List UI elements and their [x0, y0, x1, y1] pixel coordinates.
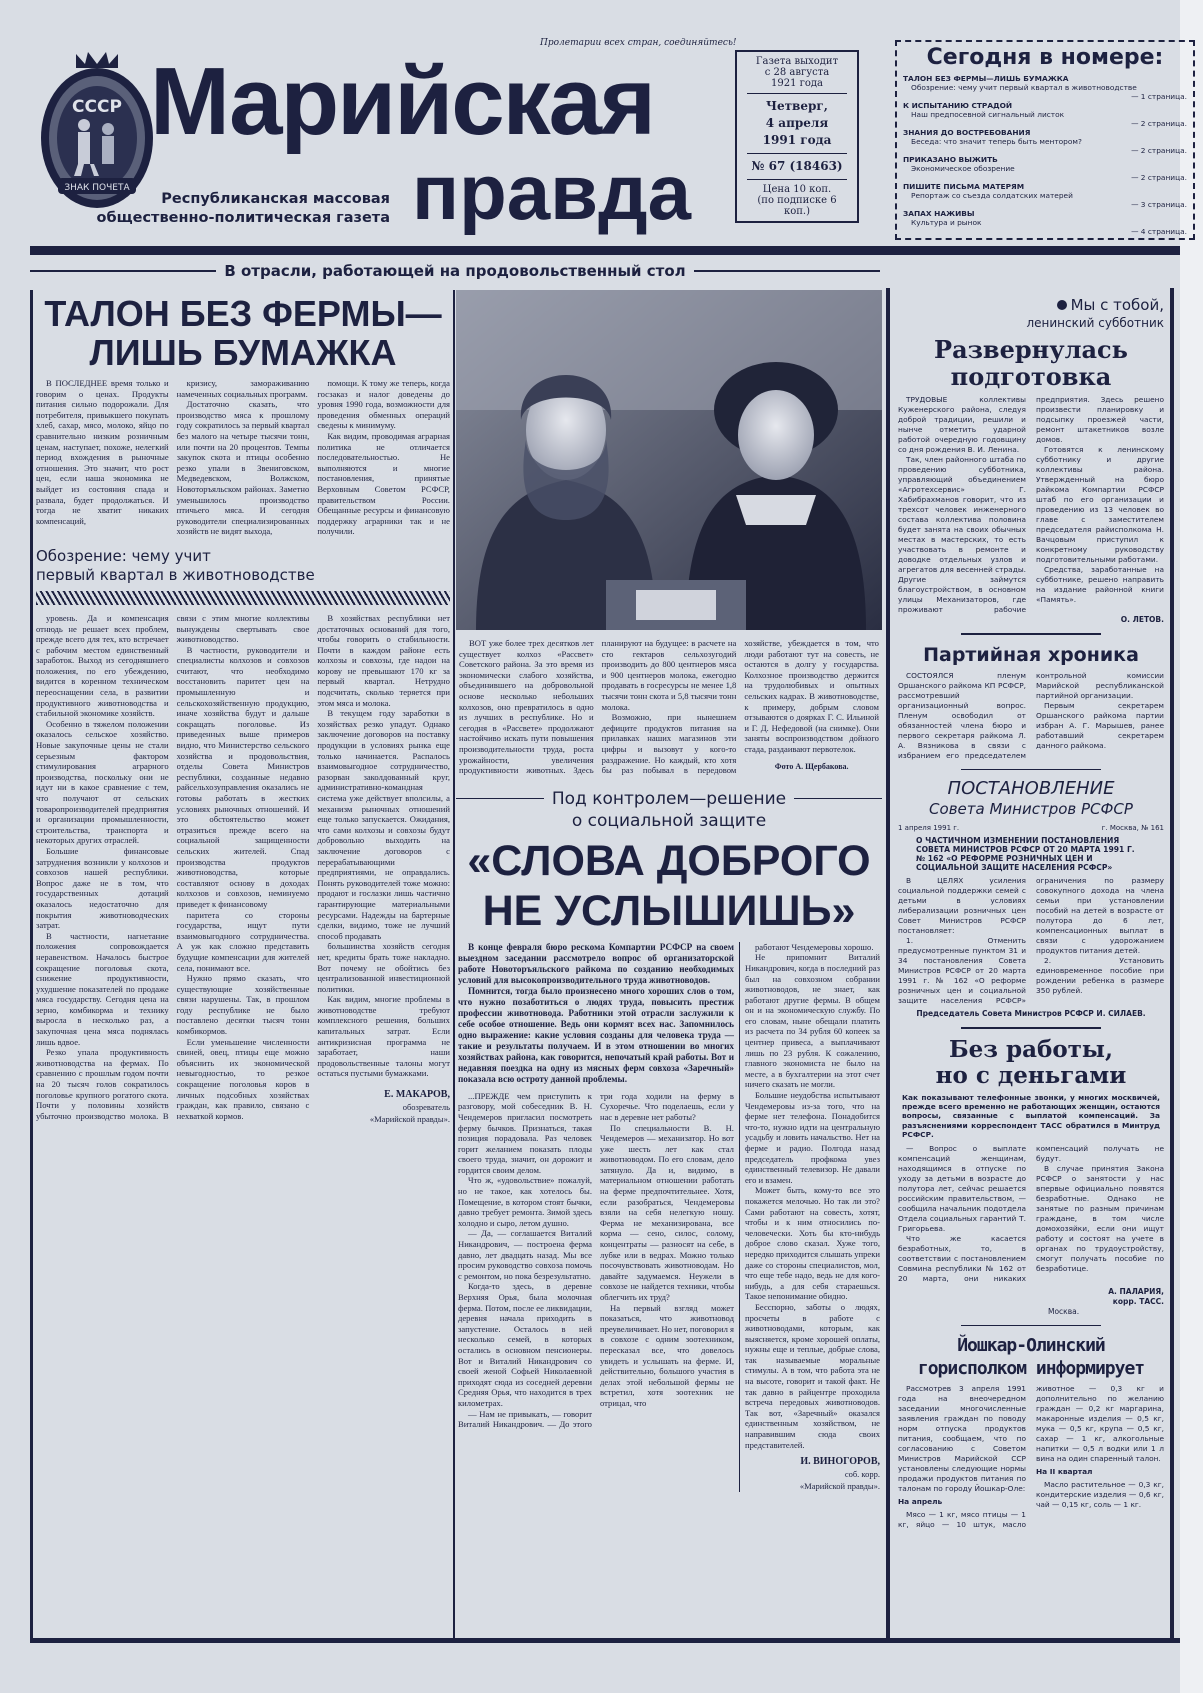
norms-q2: Масло растительное — 0,3 кг, кондитерские изделия — 0,6 кг, чай — 0,15 кг, соль — 1 кг. [1036, 1480, 1164, 1510]
paragraph: Как видим, проводимая аграрная политика не отличается последовательностью. Не выполняются и многие постановления, принятые Верховным Советом РСФСР, правительством России. Обещанные ресурсы и финансовую поддержку аграрники так и не получили. [317, 430, 450, 537]
photo-credit: Фото А. Щербакова. [774, 761, 849, 771]
norms-april-label: На апрель [898, 1497, 943, 1507]
paragraph: ВОТ уже более трех десятков лет существует колхоз «Рассвет» Советского района. За это время из экономически слабого хозяйства, объединившего на добровольной основе несколько небольших колхозов, оно превратилось в одно из лучших в республике. Но и сегодня в «Рассвете» продолжают настойчиво искать пути повышения производительности труда, роста урожайности, увеличения продуктивности животных. Здесь планируют на будущее: в расчете на сто гектаров сельхозугодий производить до 800 центнеров мяса и 900 центнеров молока, ежегодно продавать в госресурсы не менее 1,8 тысячи тонн скота и 5,8 тысячи тонн молока. [459, 638, 737, 776]
headline-line: подготовка [950, 362, 1112, 391]
issue-number: № 67 (18463) [747, 154, 847, 180]
paragraph: Не припомнит Виталий Никандрович, когда в последний раз был на совхозном собрании животноводов, не знает, как работают другие фермы. В общем он и на экономическую службу. По его словам, ныне обещали платить из расчета по 34 рубля 60 копеек за центнер привеса, а выплачивают лишь по 23 рубля. К сожалению, главного экономиста не было на месте, а в бухгалтерии на этот счет ничего сказать не могли. [744, 952, 880, 1090]
paragraph: помощи. К тому же теперь, когда госзаказ и налог доведены до уровня 1990 года, возможности для проведения обменных операций сведены к минимуму. [317, 378, 450, 431]
paragraph: Так, член районного штаба по проведению субботника, управляющий объединением «Агротехсервис» Г. Хабибрахманов говорит, что из трехсот человек инженерного состава коллектива половина будет занята на своих обычных местах в мастерских, то есть участвовать в ремонте и доводке отдельных узлов и агрегатов для весенней страды. Другие займутся благоустройством, в основном улицы Механизаторов, где проживают рабочие предприятия. Здесь решено произвести планировку и подсыпку проезжей части, ремонт штакетников возле домов. [898, 395, 1164, 614]
contents-item-page: — 2 страница. [1131, 173, 1187, 182]
decree-title: ПОСТАНОВЛЕНИЕ [947, 778, 1115, 799]
decree-name: О ЧАСТИЧНОМ ИЗМЕНЕНИИ ПОСТАНОВЛЕНИЯ СОВЕТА МИНИСТРОВ РСФСР ОТ 20 МАРТА 1991 Г. № 162 «О РЕФОРМЕ РОЗНИЧНЫХ ЦЕН И СОЦИАЛЬНОЙ ЗАЩИТЕ НАСЕЛЕНИЯ РСФСР» [916, 836, 1135, 872]
article-slova-main [458, 942, 734, 1493]
right-column [898, 296, 1164, 1530]
contents-item-desc: Репортаж со съезда солдатских матерей [911, 191, 1073, 200]
decree-number: г. Москва, № 161 [1101, 824, 1164, 832]
paragraph: — Нам не привыкать, — говорит Виталий Никандрович. — До этого три года ходили на ферму в Сухоречье. Что поделаешь, если у нас в деревне нет работы? [458, 1090, 734, 1430]
contents-item-page: — 2 страница. [1131, 119, 1187, 128]
contents-item-page: — 1 страница. [1131, 92, 1187, 101]
contents-item-desc: Обозрение: чему учит первый квартал в животноводстве [911, 83, 1137, 92]
subbotnik-body [898, 395, 1164, 615]
contents-title: Сегодня в номере: [926, 45, 1164, 70]
paragraph: паритета со стороны государства, ищут пути взаимовыгодного сотрудничества. А уж как сложно представить будущие компенсации для жителей села, понимают все. [176, 909, 310, 973]
contents-item-title: ЗНАНИЯ ДО ВОСТРЕБОВАНИЯ [903, 128, 1031, 137]
contents-item-page: — 4 страница. [1131, 227, 1187, 236]
contents-item-desc: Культура и рынок [911, 218, 982, 227]
page-border [30, 290, 33, 1638]
city-council-body [898, 1384, 1164, 1530]
paragraph: Что же касается безработных, то, в соответствии с постановлением Совмина республики № 162 от 20 марта, они никаких компенсаций получать не будут. [898, 1143, 1164, 1283]
headline-line: НЕ УСЛЫШИШЬ» [482, 886, 856, 935]
section-rubric [30, 258, 880, 284]
divider [961, 1325, 1101, 1327]
author-name: А. ПАЛАРИЯ, [1108, 1286, 1164, 1296]
kicker-line: о социальной защите [571, 810, 767, 831]
contents-item-page: — 3 страница. [1131, 200, 1187, 209]
article-body-talon [36, 613, 450, 1125]
paragraph: — Вопрос о выплате компенсаций женщинам, находящимся в отпуске по уходу за детьми в возрасте до полутора лет, сейчас решается российским правительством, — сообщила начальник подотдела Отдела социальных гарантий Т. Григорьева. [898, 1143, 1026, 1233]
decree-signature: Председатель Совета Министров РСФСР И. СИЛАЕВ. [916, 1009, 1146, 1018]
party-chronicle-body [898, 671, 1164, 761]
middle-column [456, 290, 882, 1492]
subtitle-line: Республиканская массовая [161, 191, 390, 207]
founded-line: Газета выходит [755, 56, 839, 67]
rubric-text: В отрасли, работающей на продовольственный стол [224, 262, 686, 280]
weekday: Четверг, [766, 99, 828, 113]
contents-item-page: — 2 страница. [1131, 146, 1187, 155]
paragraph: уровень. Да и компенсация отнюдь не решает всех проблем, прежде всего для тех, кто встречает с рабочим местом единственный заработок. Выход из сегодняшнего положения, по его убеждению, видится в коренном техническом переоснащении села, в развитии продуктивного животноводства и стабильной экономике хозяйств. [36, 612, 169, 719]
contents-item-title: ТАЛОН БЕЗ ФЕРМЫ—ЛИШЬ БУМАЖКА [903, 74, 1069, 83]
newspaper-subtitle [70, 190, 390, 228]
photo-two-milkmaids [456, 290, 882, 630]
city-council-headline [898, 1334, 1164, 1380]
year: 1991 года [762, 133, 832, 147]
paragraph: Возможно, при нынешнем дефиците продуктов питания на прилавках наших магазинов эти цифры и вызовут у кого-то раздражение. Но каждый, кто хотя бы раз побывал в передовом хозяйстве, убеждается в том, что люди работают тут на совесть, не остаются в долгу у государства. Колхозное производство держится на трудолюбивых и опытных сельских кадрах. В животноводстве, к примеру, добрым словом отзываются о доярках Г. С. Ильиной и Г. Д. Нефедовой (на снимке). Они заняты воспроизводством дойного стада, раздаивают первотелок. [601, 638, 879, 776]
paragraph: Первым секретарем Оршанского райкома партии избран А. Г. Марышев, ранее работавший секретарем данного райкома. [1036, 700, 1164, 750]
paragraph: Готовятся к ленинскому субботнику и другие коллективы района. Утвержденный на бюро райкома Компартии РСФСР штаб по его организации и проведению из 13 человек во главе с заместителем председателя райисполкома Н. Вачцовым приступил к конкретному руководству подготовительными работами. [1036, 445, 1164, 564]
photo-caption [456, 638, 882, 776]
headline-line: Развернулась [934, 335, 1128, 364]
bullet-icon [1057, 300, 1067, 310]
kicker-line: ленинский субботник [1026, 316, 1164, 330]
review-heading-line: Обозрение: чему учит [36, 546, 211, 565]
scan-edge [1180, 0, 1203, 1693]
author-role: обозреватель [402, 1102, 450, 1113]
masthead-rule [30, 246, 1180, 255]
contents-item[interactable] [897, 128, 1193, 155]
divider [961, 769, 1101, 771]
party-chronicle-title: Партийная хроника [923, 643, 1139, 666]
author-name: И. ВИНОГОРОВ, [800, 1456, 880, 1468]
paragraph: В текущем году заработки в хозяйствах резко упадут. Однако заключение договоров на поставку продукции в условиях рынка еще только начинается. Распалось взаимовыгодное сотрудничество, разорван заколдованный круг, административно-командная система уже действует вполсилы, а механизм рыночных отношений еще только запускается. Ожидания, что сами колхозы и совхозы будут добровольно выходить на заключение договоров с перерабатывающими предприятиями, не оправдались. Понять руководителей тоже можно: продают и гослазки лишь частично гарантирующие материальными ресурсами. Надежды на бартерные сделки, видимо, тоже не лучший способ продавать [317, 708, 450, 941]
paragraph: ...ПРЕЖДЕ чем приступить к разговору, мой собеседник В. Н. Чендемеров пригласил посмотреть ферму бычков. Признаться, такая позиция порадовала. Раз человек горит желанием показать плоды своего труда, значит, он дорожит и гордится своим делом. [458, 1090, 592, 1175]
headline-line: Без работы, [949, 1035, 1113, 1063]
column-divider [453, 290, 455, 1638]
paragraph: В ЦЕЛЯХ усиления социальной поддержки семей с детьми в условиях либерализации розничных цен Совет Министров РСФСР постановляет: [898, 876, 1026, 935]
contents-item[interactable] [897, 155, 1193, 182]
hatched-divider [36, 591, 450, 605]
paragraph: Средства, заработанные на субботнике, решено направить на издание районной книги «Память». [1036, 565, 1164, 604]
newspaper-title-line2: правда [412, 148, 691, 236]
paragraph: Достаточно сказать, что производство мяса к прошлому году сократилось за первый квартал без малого на четыре тысячи тонн, или почти на 20 процентов. Темпы закупок скота и птицы особенно резко упали в Звениговском, Медведевском, Волжском, Новоторъяльском районах. Заметно уменьшилось производство птичьего мяса. И сегодня руководители специализированных хозяйств не видят выхода, [176, 399, 310, 537]
paragraph: большинства хозяйств сегодня нет, кредиты брать тоже накладно. Вот почему не обойтись без централизованной инвестиционной политики. [317, 941, 450, 994]
paragraph: В конце февраля бюро рескома Компартии РСФСР на своем выездном заседании рассмотрело вопрос об организаторской работе Новоторъяльского райкома по созданию необходимых условий для высокопроизводительного труда животноводов. [458, 941, 734, 985]
article-slova [456, 942, 882, 1493]
divider [961, 1027, 1101, 1029]
emblem-bottom-text: ЗНАК ПОЧЕТА [64, 183, 130, 193]
paragraph: кризису, замораживанию намеченных социальных программ. [176, 378, 310, 399]
paragraph: Резко упала продуктивность животноводства на фермах. По сравнению с прошлым годом почти на 20 тысяч голов сократилось поголовье крупного рогатого скота. Почти у половины хозяйств убыточно производство молока. В связи с этим многие коллективы вынуждены свертывать свое животноводство. [36, 612, 310, 1121]
contents-item-title: К ИСПЫТАНИЮ СТРАДОЙ [903, 101, 1013, 110]
price: Цена 10 коп. [762, 184, 832, 195]
divider [961, 633, 1101, 635]
paragraph: Бесспорно, заботы о людях, просчеты в работе с животноводами, которым, как выясняется, кроме хорошей оплаты, нужны еще и теплые, добрые слова, так называемые моральные стимулы. А в том, что работа эта не на высоте, говорит и такой факт. Не так давно в райцентре проходила встреча передовых животноводов. Так вот, «Заречный» оказался единственным хозяйством, не направившим сюда своих представителей. [744, 1301, 880, 1450]
headline-line: ТАЛОН БЕЗ ФЕРМЫ— [44, 293, 442, 334]
subbotnik-author: О. ЛЕТОВ. [1120, 615, 1164, 624]
paragraph: ТРУДОВЫЕ коллективы Куженерского района, следуя доброй традиции, решили и нынче отметить ударной работой очередную годовщину со дня рождения В. И. Ленина. [898, 395, 1026, 454]
headline-line: Йошкар-Олинский [957, 1335, 1105, 1357]
decree-meta [898, 823, 1164, 833]
subtitle-line: общественно-политическая газета [96, 210, 390, 226]
decree-body [898, 876, 1164, 1006]
kicker-line: Мы с тобой, [1070, 296, 1164, 314]
slogan: Пролетарии всех стран, соединяйтесь! [540, 38, 737, 48]
article-intro-talon [36, 378, 450, 537]
paragraph: Рассмотрев 3 апреля 1991 года на внеочередном заседании многочисленные заявления граждан по поводу норм отпуска продуктов питания, сообщаем, что по согласованию с Советом Министров Марийской ССР установлены следующие нормы продажи продуктов питания по талонам по городу Йошкар-Оле: [898, 1384, 1026, 1494]
norms-q2-label: На II квартал [1036, 1467, 1093, 1477]
founded-line: с 28 августа [764, 67, 830, 78]
byline-makarov [317, 1089, 450, 1125]
issue-date [747, 94, 847, 154]
paragraph: Большие неудобства испытывают Чендемеровы из-за того, что на ферме нет телефона. Понадобится что-то, нужно идти на центральную усадьбу и ловить начальство. Нет на ферме и радио. Полгода назад председатель профкома увез единственный телевизор. Не давали его и взамен. [744, 1090, 880, 1185]
headline-line: ЛИШЬ БУМАЖКА [89, 332, 397, 373]
founded-info [747, 52, 847, 94]
subbotnik-headline [898, 336, 1164, 390]
article-body-slova-right [739, 942, 880, 1493]
headline-line: горисполком информирует [917, 1358, 1145, 1380]
decree-heading [898, 778, 1164, 820]
paragraph: В частности, руководители и специалисты колхозов и совхозов считают, что необходимо восстановить паритет цен на промышленную и сельскохозяйственную продукцию, иначе хозяйства будут и дальше сокращать поголовье. Из приведенных выше примеров видно, что Министерство сельского хозяйства и продовольствия, отделы Совета Министров республики, созданные недавно райсельхозуправления оказались не готовы работать в жестких условиях рыночных отношений. И это обстоятельство может отразиться прежде всего на социальной защищенности сельских жителей. Спад производства продуктов животноводства, которые составляют основу в доходах колхозов и совхозов, неминуемо приведет к финансовому [176, 644, 310, 909]
date: 4 апреля [765, 116, 829, 130]
paragraph: Помнится, тогда было произнесено много хороших слов о том, что нужно позаботиться о людях труда, повысить престиж профессии животновода. Работники этой отрасли заслужили к себе особое отношение. Ведь они кормят всех нас. Запомнилось одно выражение: какие условия созданы для человека труда — такие и результаты получаем. И в этом отношении во многих хозяйствах района, как говорится, непочатый край работы. Вот и недавняя поездка на одну из мясных ферм совхоза «Заречный» показала всю остроту данной проблемы. [458, 985, 734, 1084]
page-bottom-rule [30, 1638, 1180, 1643]
paragraph: Большие финансовые затруднения возникли у колхозов и совхозов нашей республики. Вопрос даже не в том, что государственных дотаций оказалось недостаточно для покрытия животноводческих затрат. [36, 845, 169, 931]
contents-item[interactable] [897, 182, 1193, 209]
paragraph: работают Чендемеровы хорошо. [754, 941, 874, 952]
nowork-headline [898, 1037, 1164, 1089]
paragraph: В хозяйствах республики нет достаточных оснований для того, чтобы говорить о стабильности. Почти в каждом районе есть колхозы и совхозы, где надои на корову не превышают 170 кг за первый квартал. Нетрудно подсчитать, сколько теряется при этом мяса и молока. [317, 612, 450, 708]
article-lead-slova [458, 942, 734, 1085]
review-heading [36, 547, 450, 585]
paragraph: В случае принятия Закона РСФСР о занятости у нас впервые официально появятся безработные. Однако не занятые по разным причинам граждане, в том числе домохозяйки, если они ищут работу и состоят на учете в органах по трудоустройству, смогут получать пособие по безработице. [1036, 1163, 1164, 1273]
author-paper: «Марийской правды». [369, 1114, 450, 1125]
section-kicker-social [456, 788, 882, 832]
nowork-dateline: Москва. [1048, 1306, 1080, 1316]
decree-date: 1 апреля 1991 г. [898, 824, 960, 832]
emblem-top-text: СССР [72, 97, 122, 117]
paragraph: Что ж, «удовольствие» пожалуй, но не такое, как хотелось бы. Помещение, в котором стоят бычки, давно требует ремонта. Зимой здесь холодно и сыро, летом душно. [458, 1175, 592, 1228]
byline-vinogorov [745, 1456, 880, 1492]
paragraph: Может быть, кому-то все это покажется мелочью. Но так ли это? Сами работают на совесть, хотят, чтобы и к ним относились по-человечески. Хоть бы кто-нибудь доброе слово сказал. Хуже того, нередко приходится слышать упреки даже со стороны специалистов, мол, что еще тебе надо, ведь не для кого-нибудь, а для себя стараешься. Такое непонимание обидно. [744, 1185, 880, 1302]
subbotnik-kicker [898, 296, 1164, 332]
norms-april: Мясо — 1 кг, мясо птицы — 1 кг, яйцо — 10 штук, масло животное — 0,3 кг и дополнительно по желанию граждан — 0,2 кг маргарина, макаронные изделия — 0,5 кг, мука — 0,5 кг, крупа — 0,5 кг, сахар — 1 кг, алкогольные напитки — 0,5 л водки или 1 л вина на один спаренный талон. [898, 1384, 1164, 1530]
paragraph: — Да, — соглашается Виталий Никандрович, — построена ферма давно, лет двадцать назад. Мы все просим руководство совхоза помочь с ремонтом, но пока безрезультатно. [458, 1228, 592, 1281]
newspaper-title-line1: Марийская [150, 48, 655, 155]
nowork-lead: Как показывают телефонные звонки, у многих москвичей, прежде всего временно не работающих женщин, остаются вопросы, связанные с выплатой компенсаций. За разъяснениями корреспондент ТАСС обратился в Минтруд РСФСР. [902, 1092, 1160, 1140]
nowork-byline [898, 1287, 1164, 1307]
contents-item-desc: Экономическое обозрение [911, 164, 1015, 173]
contents-item-desc: Наш предпосевной сигнальный листок [911, 110, 1065, 119]
price-info [747, 180, 847, 221]
issue-info-box [735, 50, 859, 223]
author-name: Е. МАКАРОВ, [384, 1089, 450, 1101]
headline-line: «СЛОВА ДОБРОГО [467, 836, 871, 885]
paragraph: 2. Установить единовременное пособие при рождении ребенка в размере 350 рублей. [1036, 956, 1164, 995]
contents-item[interactable] [897, 101, 1193, 128]
article-headline-talon [36, 294, 450, 372]
headline-line: но с деньгами [935, 1061, 1127, 1089]
author-role: корр. ТАСС. [1112, 1296, 1164, 1306]
contents-box [895, 40, 1195, 240]
founded-line: 1921 года [770, 78, 823, 89]
article-body-slova-right-text [745, 942, 880, 1451]
paragraph: Нужно прямо сказать, что существующие хозяйственные связи нарушены. Так, в прошлом году республике не было поставлено десятки тысяч тонн комбикормов. [176, 973, 310, 1037]
paragraph: Особенно в тяжелом положении оказалось сельское хозяйство. Новые закупочные цены не стали серьезным фактором стимулирования аграрного производства, поскольку они не идут ни в какое сравнение с тем, что получают от сельских товаропроизводителей предприятия и организации промышленности, строительства, транспорта и некоторых других отраслей. [36, 718, 169, 846]
paragraph: На первый взгляд может показаться, что животновод преувеличивает. Но нет, поговорил я в совхозе с одним зоотехником, пересказал все, что довелось увидеть и услышать на ферме. И, действительно, большого участия в делах этой небольшой фермы не встретил, хотя зоотехник не отрицал, что [599, 1302, 734, 1408]
paragraph: 1. Отменить предусмотренные пунктом 31 и 34 постановления Совета Министров РСФСР от 20 марта 1991 г. № 162 «О реформе розничных цен и социальной защите населения РСФСР» ограничения по размеру совокупного дохода на члена семьи при установлении пособий на детей в возрасте от полутора до 6 лет, компенсационных выплат в связи с удорожанием продуктов питания детей. [898, 876, 1164, 1005]
kicker-line: Под контролем—решение [551, 788, 787, 809]
nowork-body [898, 1144, 1164, 1284]
contents-item-title: ЗАПАХ НАЖИВЫ [903, 209, 975, 218]
paragraph: В частности, нагнетание положения сопровождается неравенством. Началось быстрое сокращение поголовья скота, снижение продуктивности, ухудшение показателей по продаже мяса государству. Сегодня цена на зерно, комбикорма и технику выросла в несколько раз, а закупочная цена мяса поднялась лишь вдвое. [36, 930, 169, 1047]
author-role: соб. корр. [844, 1469, 880, 1480]
paragraph: Если уменьшение численности свиней, овец, птицы еще можно объяснить их экономической невыгодностью, то резкое сокращение поголовья коров в личных подсобных хозяйствах граждан, как правило, связано с нехваткой кормов. [176, 1036, 310, 1121]
decree-subtitle: Совета Министров РСФСР [929, 800, 1133, 818]
paragraph: Когда-то здесь, в деревне Верхняя Орья, была молочная ферма. Потом, после ее ликвидации, деревня начала приходить в запустение. Осталось в ней несколько семей, в которых остались в основном пенсионеры. Вот и Виталий Никандрович со своей женой Софьей Николаевной приходят сюда из соседней деревни Средняя Орья, что находится в трех километрах. [458, 1281, 592, 1408]
contents-item[interactable] [897, 74, 1193, 101]
paragraph: В ПОСЛЕДНЕЕ время только и говорим о ценах. Продукты питания сильно подорожали. Для потребителя, привыкшего покупать хлеб, сахар, мясо, молоко, яйцо по сравнительно низким розничным ценам, наступает, похоже, нелегкий период вхождения в рыночные отношения. Это значит, что рост цен, если наша экономика не выйдет из состояния спада и развала, будет продолжаться. И тогда не хватит никаких компенсаций, [36, 378, 169, 526]
paragraph: Как видим, многие проблемы в животноводстве требуют комплексного решения, больших капитальных затрат. Если антикризисная программа не заработает, наши продовольственные талоны могут остаться пустыми бумажками. [317, 994, 450, 1079]
contents-item-desc: Беседа: что значит теперь быть ментором? [911, 137, 1082, 146]
review-heading-line: первый квартал в животноводстве [36, 565, 315, 584]
article-talon [36, 294, 450, 1125]
article-headline-slova [456, 836, 882, 936]
paragraph: По специальности В. Н. Чендемеров — механизатор. Но вот уже шесть лет как стал животноводом. По его словам, дело затянуло. Да и, видимо, в материальном отношении работать на ферме предпочтительнее. Хотя, если разобраться, Чендемеровы взяли на себя нелегкую ношу. Ферма не механизирована, все корма — сено, силос, солому, концентраты — разносят на себе, в лубке или в ведрах. Можно только посочувствовать животноводам. Но давайте задумаемся. Неужели в совхозе не найдется техники, чтобы облегчить их труд? [599, 1122, 734, 1302]
contents-item-title: ПИШИТЕ ПИСЬМА МАТЕРЯМ [903, 182, 1025, 191]
subscription-price: (по подписке 6 коп.) [757, 195, 837, 217]
contents-item-title: ПРИКАЗАНО ВЫЖИТЬ [903, 155, 998, 164]
contents-item[interactable] [897, 209, 1193, 236]
paragraph: СОСТОЯЛСЯ пленум Оршанского райкома КП РСФСР, рассмотревший организационный вопрос. Пленум освободил от обязанностей члена бюро и первого секретаря райкома Л. А. Вязникова в связи с избранием его председателем контрольной комиссии Марийской республиканской партийной организации. [898, 670, 1164, 760]
author-paper: «Марийской правды». [799, 1481, 880, 1492]
article-body-slova [458, 1091, 734, 1430]
